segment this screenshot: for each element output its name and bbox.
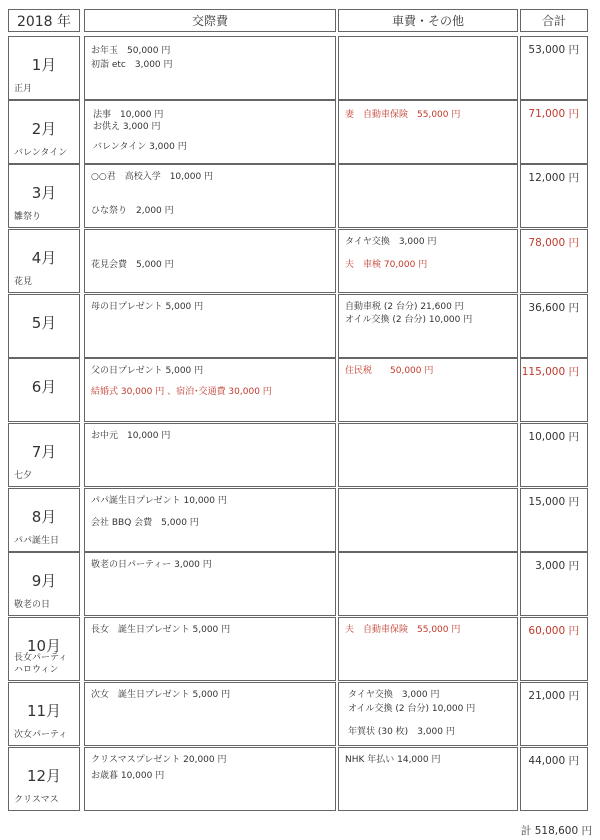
month-total: 12,000 円: [528, 172, 579, 184]
month-total: 44,000 円: [528, 755, 579, 767]
event-label: [14, 652, 67, 676]
social-cell: [84, 294, 336, 358]
social-item: クリスマスプレゼント 20,000 円: [91, 755, 227, 765]
car-cell: [338, 552, 518, 616]
month-label: 10月: [26, 637, 62, 656]
month-total: 21,000 円: [528, 690, 579, 702]
table-row: [8, 294, 588, 358]
month-total: 78,000 円: [528, 237, 579, 249]
event-label: [14, 211, 41, 223]
month-label: 8月: [31, 508, 57, 527]
social-item: 敬老の日パーティー 3,000 円: [91, 560, 212, 570]
month-total: 115,000 円: [521, 366, 579, 378]
month-total: 3,000 円: [535, 560, 579, 572]
car-item: オイル交換 (2 台分) 10,000 円: [345, 315, 473, 325]
header-total: 合計: [520, 9, 588, 32]
social-item: バレンタイン 3,000 円: [93, 142, 187, 152]
month-label: 11月: [26, 702, 62, 721]
social-cell: [84, 488, 336, 552]
event-line: 花見: [14, 277, 33, 287]
month-cell: [8, 682, 80, 746]
table-row: [8, 36, 588, 100]
month-cell: [8, 617, 80, 681]
social-cell: [84, 36, 336, 100]
month-cell: [8, 100, 80, 164]
social-item: 花見会費 5,000 円: [91, 260, 174, 270]
total-cell: [520, 488, 588, 552]
event-line: 長女パーティ: [14, 653, 68, 663]
month-label: 7月: [31, 443, 57, 462]
social-item: お中元 10,000 円: [91, 431, 171, 441]
social-item: 母の日プレゼント 5,000 円: [91, 302, 204, 312]
month-total: 10,000 円: [528, 431, 579, 443]
month-total: 53,000 円: [528, 44, 579, 56]
table-row: [8, 164, 588, 228]
month-label: 6月: [31, 378, 57, 397]
event-label: [14, 147, 67, 159]
month-label: 1月: [31, 56, 57, 75]
social-item: お年玉 50,000 円: [91, 46, 171, 56]
event-label: [14, 276, 32, 288]
social-item: 会社 BBQ 会費 5,000 円: [91, 518, 199, 528]
month-cell: [8, 358, 80, 422]
total-cell: [520, 36, 588, 100]
car-cell: [338, 358, 518, 422]
event-line: 正月: [14, 84, 33, 94]
car-item: 夫 自動車保険 55,000 円: [345, 625, 461, 635]
car-item: 年賀状 (30 枚) 3,000 円: [348, 727, 455, 737]
social-item: 次女 誕生日プレゼント 5,000 円: [91, 690, 231, 700]
social-cell: [84, 164, 336, 228]
event-line: ハロウィン: [14, 665, 59, 675]
month-label: 12月: [26, 767, 62, 786]
header-social: 交際費: [84, 9, 336, 32]
social-item: ○○君 高校入学 10,000 円: [91, 172, 214, 182]
month-cell: [8, 488, 80, 552]
month-label: 4月: [31, 249, 57, 268]
month-cell: [8, 747, 80, 811]
month-label: 5月: [31, 314, 57, 333]
total-cell: [520, 682, 588, 746]
social-item: 結婚式 30,000 円 、宿泊･交通費 30,000 円: [91, 387, 272, 397]
header-car: 車費・その他: [338, 9, 518, 32]
total-cell: [520, 423, 588, 487]
social-item: 父の日プレゼント 5,000 円: [91, 366, 204, 376]
total-cell: [520, 617, 588, 681]
grand-total: 計 518,600 円: [520, 825, 592, 837]
social-cell: [84, 423, 336, 487]
car-item: 自動車税 (2 台分) 21,600 円: [345, 302, 464, 312]
car-item: NHK 年払い 14,000 円: [345, 755, 441, 765]
total-cell: [520, 164, 588, 228]
car-cell: [338, 488, 518, 552]
social-item: お歳暮 10,000 円: [91, 771, 165, 781]
car-item: オイル交換 (2 台分) 10,000 円: [348, 704, 476, 714]
expense-table: [8, 9, 588, 814]
month-total: 15,000 円: [528, 496, 579, 508]
social-cell: [84, 682, 336, 746]
social-cell: [84, 229, 336, 293]
social-cell: [84, 358, 336, 422]
event-label: [14, 535, 59, 547]
social-cell: [84, 100, 336, 164]
social-item: 法事 10,000 円: [93, 110, 164, 120]
event-line: クリスマス: [14, 795, 59, 805]
car-item: 妻 自動車保険 55,000 円: [345, 110, 461, 120]
month-cell: [8, 294, 80, 358]
month-cell: [8, 36, 80, 100]
month-total: 36,600 円: [528, 302, 579, 314]
table-row: [8, 747, 588, 811]
car-cell: [338, 294, 518, 358]
car-item: 夫 車検 70,000 円: [345, 260, 428, 270]
total-cell: [520, 294, 588, 358]
total-cell: [520, 100, 588, 164]
table-row: [8, 229, 588, 293]
total-cell: [520, 229, 588, 293]
car-item: 住民税 50,000 円: [345, 366, 434, 376]
event-label: [14, 599, 50, 611]
event-label: [14, 470, 32, 482]
table-row: [8, 682, 588, 746]
total-cell: [520, 747, 588, 811]
table-row: [8, 617, 588, 681]
social-cell: [84, 617, 336, 681]
car-cell: [338, 682, 518, 746]
month-cell: [8, 423, 80, 487]
event-label: [14, 729, 67, 741]
car-cell: [338, 747, 518, 811]
car-item: タイヤ交換 3,000 円: [345, 237, 437, 247]
month-label: 9月: [31, 572, 57, 591]
social-item: パパ誕生日プレゼント 10,000 円: [91, 496, 227, 506]
month-cell: [8, 229, 80, 293]
table-row: [8, 552, 588, 616]
event-line: パパ誕生日: [14, 536, 60, 546]
car-cell: [338, 100, 518, 164]
table-row: [8, 358, 588, 422]
event-line: バレンタイン: [14, 148, 68, 158]
month-label: 2月: [31, 120, 57, 139]
month-total: 60,000 円: [528, 625, 579, 637]
social-cell: [84, 747, 336, 811]
event-line: 七夕: [14, 471, 33, 481]
event-line: 雛祭り: [14, 212, 42, 222]
event-label: [14, 794, 59, 806]
total-cell: [520, 552, 588, 616]
table-row: [8, 488, 588, 552]
event-line: 敬老の日: [14, 600, 51, 610]
month-cell: [8, 552, 80, 616]
header-year: 2018 年: [8, 9, 80, 32]
table-row: [8, 423, 588, 487]
table-row: [8, 100, 588, 164]
event-label: [14, 83, 32, 95]
social-item: 初詣 etc 3,000 円: [91, 60, 173, 70]
car-item: タイヤ交換 3,000 円: [348, 690, 440, 700]
car-cell: [338, 36, 518, 100]
social-cell: [84, 552, 336, 616]
month-label: 3月: [31, 184, 57, 203]
social-item: ひな祭り 2,000 円: [91, 206, 174, 216]
social-item: 長女 誕生日プレゼント 5,000 円: [91, 625, 231, 635]
total-cell: [520, 358, 588, 422]
month-total: 71,000 円: [528, 108, 579, 120]
month-cell: [8, 164, 80, 228]
event-line: 次女パーティ: [14, 730, 68, 740]
social-item: お供え 3,000 円: [93, 122, 161, 132]
car-cell: [338, 617, 518, 681]
car-cell: [338, 164, 518, 228]
car-cell: [338, 229, 518, 293]
car-cell: [338, 423, 518, 487]
